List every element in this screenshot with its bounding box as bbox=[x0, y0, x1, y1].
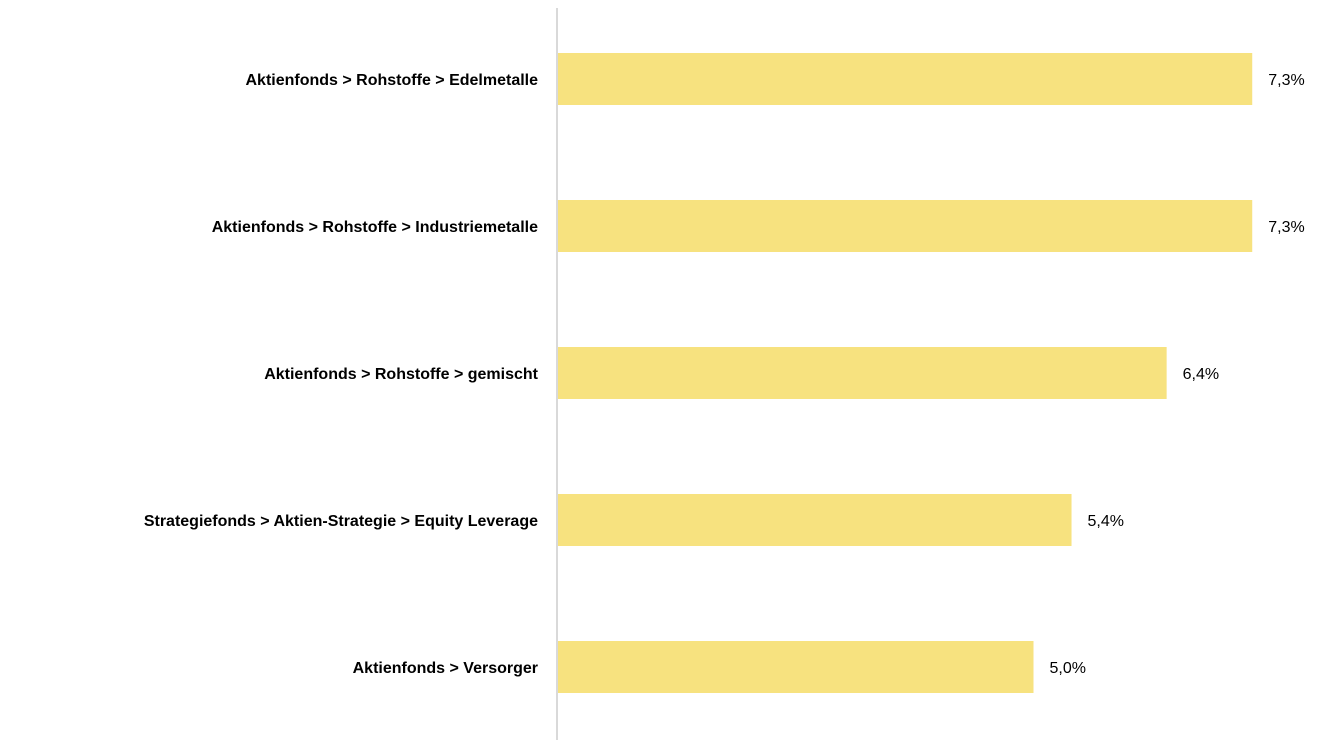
value-label: 7,3% bbox=[1268, 72, 1305, 89]
bar bbox=[558, 494, 1072, 546]
category-label: Strategiefonds > Aktien-Strategie > Equity Leverage bbox=[143, 513, 538, 530]
value-label: 7,3% bbox=[1268, 219, 1305, 236]
bar bbox=[558, 200, 1252, 252]
category-labels bbox=[144, 72, 539, 677]
category-label: Aktienfonds > Versorger bbox=[352, 660, 538, 677]
category-label: Aktienfonds > Rohstoffe > Edelmetalle bbox=[245, 72, 538, 89]
category-label: Aktienfonds > Rohstoffe > Industriemetalle bbox=[211, 219, 538, 236]
value-label: 6,4% bbox=[1182, 366, 1220, 383]
value-label: 5,4% bbox=[1087, 513, 1125, 530]
bar bbox=[558, 641, 1034, 693]
bars bbox=[558, 53, 1252, 693]
bar bbox=[558, 53, 1252, 105]
bar bbox=[558, 347, 1167, 399]
category-label: Aktienfonds > Rohstoffe > gemischt bbox=[264, 366, 538, 383]
value-label: 5,0% bbox=[1049, 660, 1086, 677]
